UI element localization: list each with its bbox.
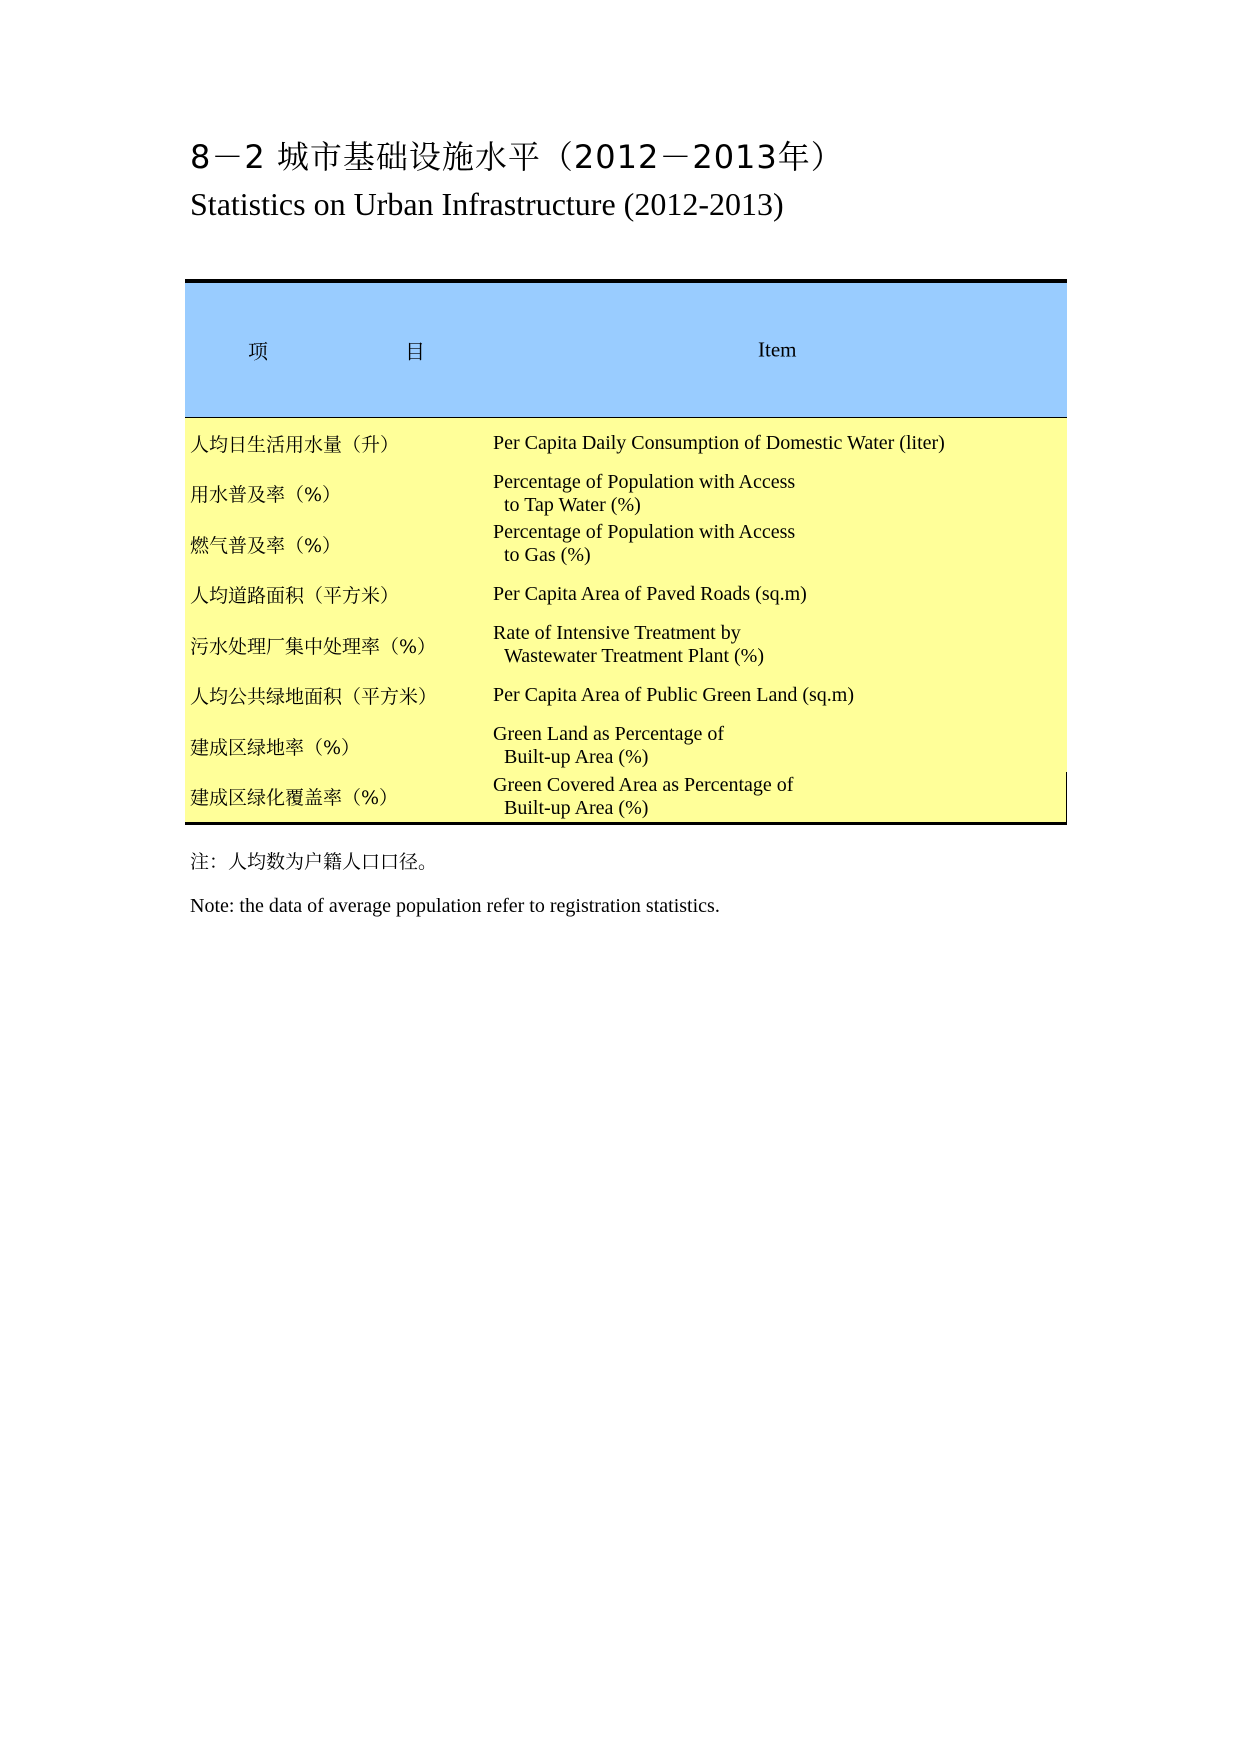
header-item-cn-part1: 项 xyxy=(248,339,268,364)
row-label-cn: 用水普及率（%） xyxy=(190,484,342,507)
row-label-en-line1: Per Capita Area of Public Green Land (sq.m) xyxy=(493,684,855,707)
row-label-cn: 污水处理厂集中处理率（%） xyxy=(190,635,437,658)
row-label-cn: 人均道路面积（平方米） xyxy=(190,585,400,608)
row-label-en-line1: Per Capita Area of Paved Roads (sq.m) xyxy=(493,583,807,606)
page-title-chinese: 8－2 城市基础设施水平（2012－2013年） xyxy=(190,138,844,176)
row-label-en-line2: Wastewater Treatment Plant (%) xyxy=(504,645,764,668)
row-label-en xyxy=(487,723,1067,769)
table-row xyxy=(185,620,1067,671)
row-label-en-line2: to Tap Water (%) xyxy=(504,493,641,516)
row-label-en-line1: Percentage of Population with Access xyxy=(493,521,796,544)
row-label-en xyxy=(487,471,1067,517)
row-label-en-line2: Built-up Area (%) xyxy=(504,746,649,769)
table-row xyxy=(185,469,1067,520)
row-label-en-line1: Percentage of Population with Access xyxy=(493,470,796,493)
row-label-cn: 燃气普及率（%） xyxy=(190,534,342,557)
footnote-chinese: 注：人均数为户籍人口口径。 xyxy=(190,851,438,873)
row-label-en xyxy=(487,684,1067,707)
row-label-cn: 人均公共绿地面积（平方米） xyxy=(190,686,438,709)
row-label-en-line1: Per Capita Daily Consumption of Domestic Water (liter) xyxy=(493,431,945,454)
row-label-en xyxy=(487,774,1066,820)
row-label-en-line1: Green Land as Percentage of xyxy=(493,723,724,746)
row-label-en-line2: Built-up Area (%) xyxy=(504,796,649,819)
row-label-cn: 人均日生活用水量（升） xyxy=(190,433,400,456)
header-item-cn-part2: 目 xyxy=(405,339,425,364)
row-label-en xyxy=(487,521,1067,567)
row-label-en xyxy=(487,583,1067,606)
row-label-cn: 建成区绿化覆盖率（%） xyxy=(190,787,399,810)
table-row xyxy=(185,772,1067,823)
table-row xyxy=(185,570,1067,621)
row-label-en xyxy=(487,432,1067,455)
page-title-english: Statistics on Urban Infrastructure (2012-2013) xyxy=(190,186,784,222)
row-label-en-line1: Green Covered Area as Percentage of xyxy=(493,773,794,796)
table-body xyxy=(185,418,1067,822)
table-row xyxy=(185,721,1067,772)
row-label-en-line2: to Gas (%) xyxy=(504,544,591,567)
infrastructure-table xyxy=(185,279,1067,825)
header-item-en: Item xyxy=(758,337,797,362)
table-row xyxy=(185,671,1067,722)
row-label-en-line1: Rate of Intensive Treatment by xyxy=(493,622,741,645)
table-bottom-rule xyxy=(185,822,1067,825)
table-header xyxy=(185,283,1067,418)
table-row xyxy=(185,519,1067,570)
row-label-en xyxy=(487,622,1067,668)
footnote-english: Note: the data of average population refer to registration statistics. xyxy=(190,895,720,917)
row-label-cn: 建成区绿地率（%） xyxy=(190,736,361,759)
table-row xyxy=(185,418,1067,469)
